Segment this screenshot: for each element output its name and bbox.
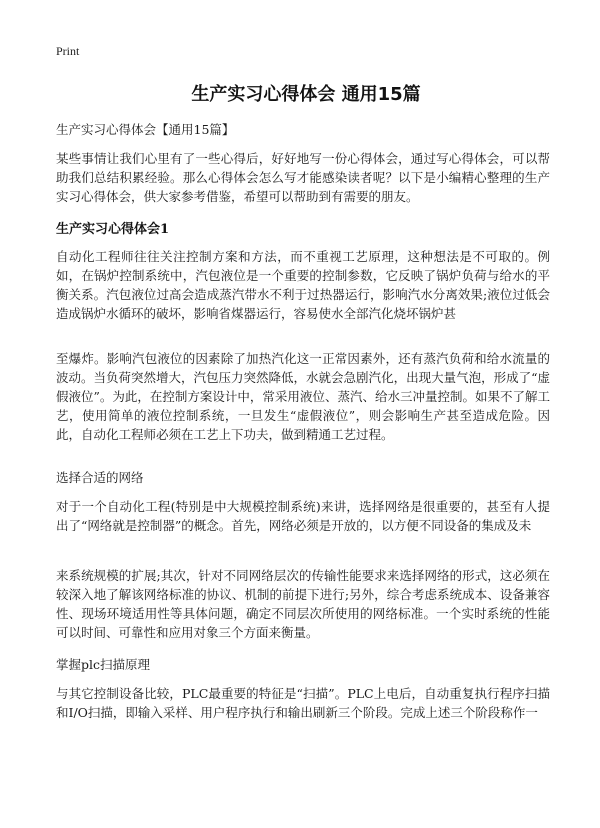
section-heading-1: 生产实习心得体会1 [56, 222, 170, 237]
document-subtitle: 生产实习心得体会【通用15篇】 [56, 122, 235, 137]
network-paragraph-1: 对于一个自动化工程(特别是中大规模控制系统)来讲，选择网络是很重要的，甚至有人提出了“网络就是控制器”的概念。首先，网络必须是开放的，以方便不同设备的集成及未 [56, 499, 550, 533]
subsection-heading-plc: 掌握plc扫描原理 [56, 657, 151, 672]
page-title: 生产实习心得体会 通用15篇 [191, 84, 421, 105]
network-paragraph-2: 来系统规模的扩展;其次，针对不同网络层次的传输性能要求来选择网络的形式，这必须在较深入地了解该网络标准的协议、机制的前提下进行;另外，综合考虑系统成本、设备兼容性、现场环境适用性等具体问题，确定不同层次所使用的网络标准。一个实时系统的性能可以时间、可靠性和应用对象三个方面来衡量。 [56, 568, 550, 640]
print-label: Print [56, 44, 80, 58]
plc-paragraph-1: 与其它控制设备比较，PLC最重要的特征是“扫描”。PLC上电后，自动重复执行程序扫描和I/O扫描，即输入采样、用户程序执行和输出刷新三个阶段。完成上述三个阶段称作一 [56, 686, 550, 720]
section1-paragraph-2: 至爆炸。影响汽包液位的因素除了加热汽化这一正常因素外，还有蒸汽负荷和给水流量的波动。当负荷突然增大，汽包压力突然降低，水就会急剧汽化，出现大量气泡，形成了“虚假液位”。为此，在控制方案设计中，常采用液位、蒸汽、给水三冲量控制。如果不了解工艺，使用简单的液位控制系统，一旦发生“虚假液位”，则会影响生产甚至造成危险。因此，自动化工程师必须在工艺上下功夫，做到精通工艺过程。 [56, 351, 550, 442]
intro-paragraph: 某些事情让我们心里有了一些心得后，好好地写一份心得体会，通过写心得体会，可以帮助我们总结积累经验。那么心得体会怎么写才能感染读者呢？以下是小编精心整理的生产实习心得体会，供大家参考借鉴，希望可以帮助到有需要的朋友。 [56, 151, 550, 204]
section1-paragraph-1: 自动化工程师往往关注控制方案和方法，而不重视工艺原理，这种想法是不可取的。例如，在锅炉控制系统中，汽包液位是一个重要的控制参数，它反映了锅炉负荷与给水的平衡关系。汽包液位过高会造成蒸汽带水不利于过热器运行，影响汽水分离效果;液位过低会造成锅炉水循环的破坏，影响省煤器运行，容易使水全部汽化烧坏锅炉甚 [56, 249, 550, 321]
subsection-heading-network: 选择合适的网络 [56, 470, 144, 485]
